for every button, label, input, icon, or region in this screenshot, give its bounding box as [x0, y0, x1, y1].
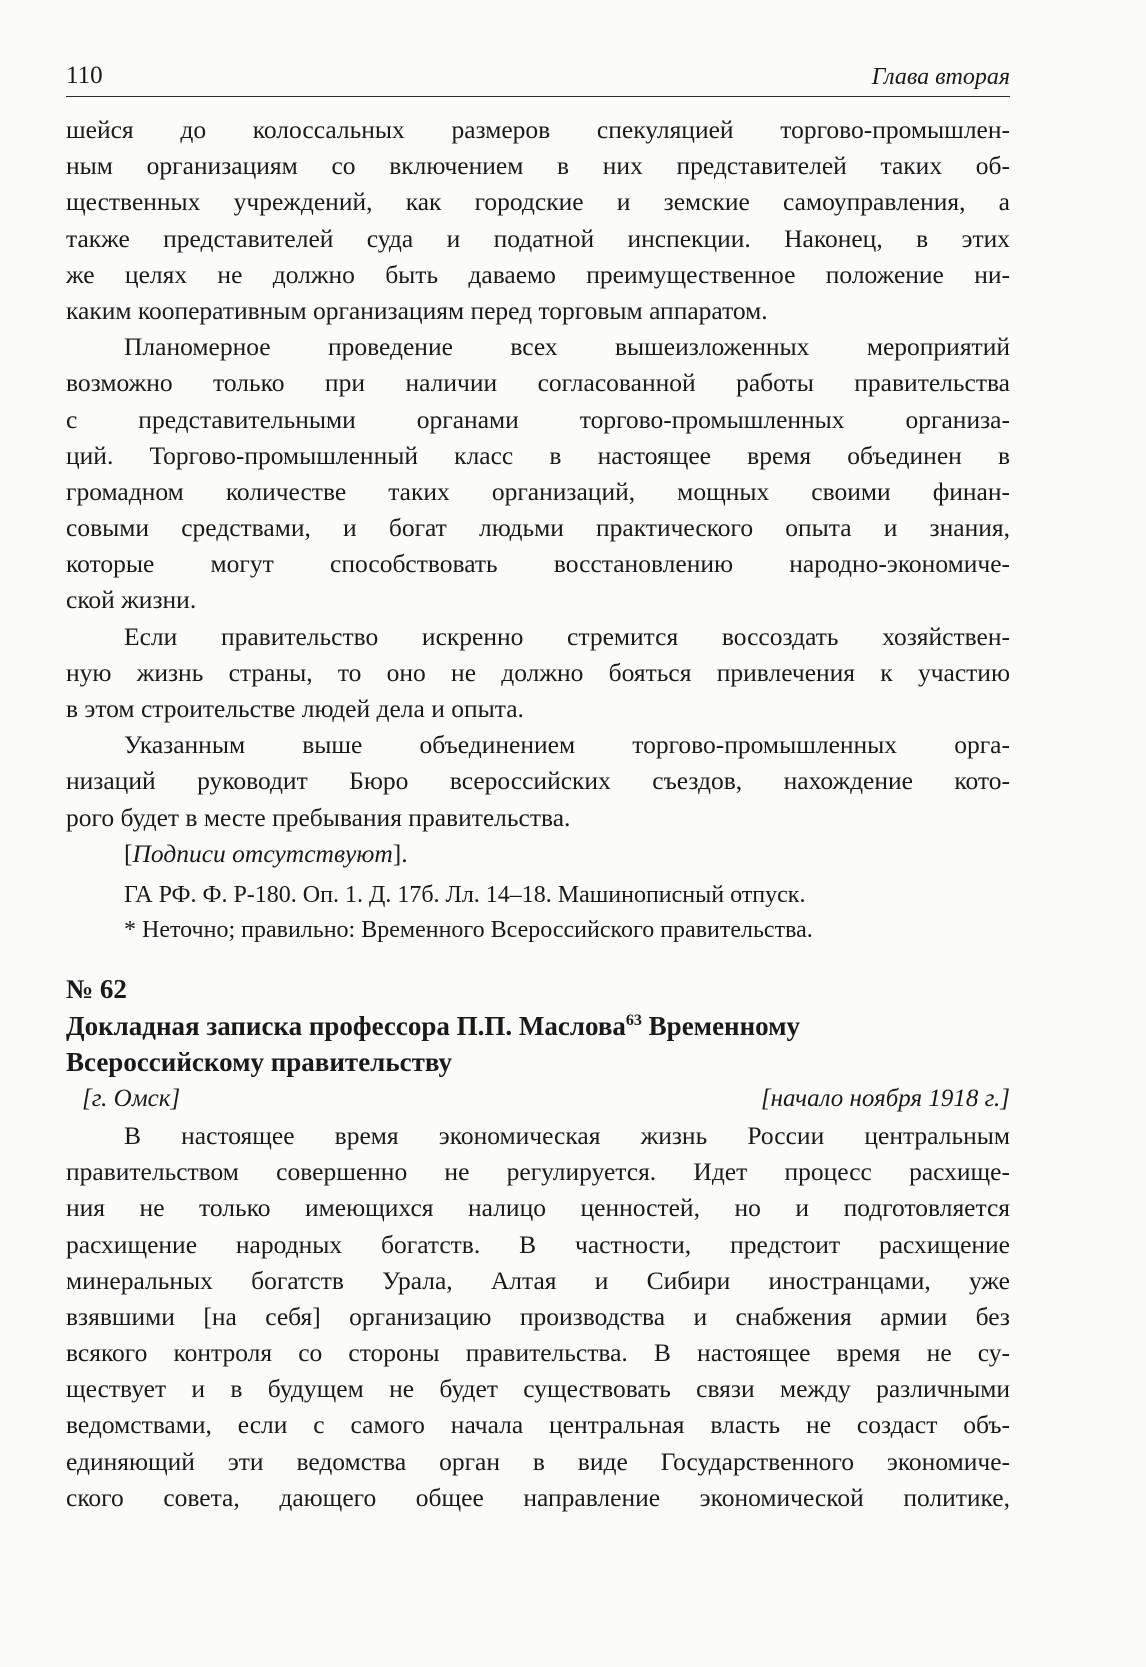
text-line: В настоящее время экономическая жизнь России центральным — [124, 1120, 1010, 1150]
running-head: Глава вторая — [871, 64, 1010, 90]
text-line: расхищение народных богатств. В частности, предстоит расхищение — [66, 1229, 1010, 1259]
signature-note — [66, 836, 1010, 872]
text-line: также представителей суда и податной инспекции. Наконец, в этих — [66, 223, 1010, 253]
text-line: правительством совершенно не регулируется. Идет процесс расхище- — [66, 1157, 1010, 1187]
text-line: Планомерное проведение всех вышеизложенных мероприятий — [124, 332, 1010, 362]
text-line: же целях не должно быть даваемо преимущественное положение ни- — [66, 259, 1010, 289]
text-line: ведомствами, если с самого начала центральная власть не создаст объ- — [66, 1410, 1010, 1440]
text-line: ского совета, дающего общее направление экономической политике, — [66, 1482, 1010, 1512]
text-line: ным организациям со включением в них представителей таких об- — [66, 151, 1010, 181]
text-line: ществует и в будущем не будет существовать связи между различными — [66, 1374, 1010, 1404]
signature-bracket-close: ]. — [392, 838, 408, 868]
text-line: единяющий эти ведомства орган в виде Государственного экономиче- — [66, 1446, 1010, 1476]
text-line: минеральных богатств Урала, Алтая и Сибири иностранцами, уже — [66, 1265, 1010, 1295]
text-line: ния не только имеющихся налицо ценностей, но и подготовляется — [66, 1193, 1010, 1223]
document-number: № 62 — [66, 973, 127, 1004]
page-header — [66, 52, 1010, 97]
text-line: каким кооперативным организациям перед торговым аппаратом. — [66, 295, 768, 325]
text-line: совыми средствами, и богат людьми практического опыта и знания, — [66, 513, 1010, 543]
text-line: Если правительство искренно стремится воссоздать хозяйствен- — [124, 621, 1010, 651]
text-line: возможно только при наличии согласованной работы правительства — [66, 368, 1010, 398]
paragraph-1 — [66, 112, 1010, 329]
document-title-line-2: Всероссийскому правительству — [66, 1046, 453, 1077]
text-line: ской жизни. — [66, 585, 197, 615]
text-line: ций. Торгово-промышленный класс в настоящее время объединен в — [66, 440, 1010, 470]
archive-source: ГА РФ. Ф. Р-180. Оп. 1. Д. 17б. Лл. 14–18. Машинописный отпуск. — [124, 881, 806, 908]
text-line: всякого контроля со стороны правительства. В настоящее время не су- — [66, 1338, 1010, 1368]
signature-text: Подписи отсутствуют — [132, 838, 393, 868]
document-date: [начало ноября 1918 г.] — [760, 1084, 1010, 1112]
footnote: * Неточно; правильно: Временного Всероссийского правительства. — [124, 916, 813, 943]
document-title-line-1 — [66, 1008, 1010, 1044]
paragraph-2 — [66, 329, 1010, 619]
signature-bracket-open: [ — [124, 838, 133, 868]
paragraph-3 — [66, 619, 1010, 728]
page-content — [66, 112, 1010, 1516]
paragraph-4 — [66, 727, 1010, 836]
text-line: взявшими [на себя] организацию производства и снабжения армии без — [66, 1301, 1010, 1331]
title-text-end: Временному — [641, 1010, 801, 1041]
text-line: в этом строительстве людей дела и опыта. — [66, 694, 524, 723]
text-line: шейся до колоссальных размеров спекуляцией торгово-промышлен- — [66, 115, 1010, 144]
text-line: Указанным выше объединением торгово-промышленных орга- — [124, 730, 1010, 760]
text-line: громадном количестве таких организаций, мощных своими финан- — [66, 476, 1010, 506]
footnote-reference: 63 — [625, 1011, 642, 1029]
text-line: щественных учреждений, как городские и земские самоуправления, а — [66, 187, 1010, 217]
text-line: рого будет в месте пребывания правительства. — [66, 802, 571, 832]
document-place: [г. Омск] — [82, 1084, 181, 1112]
text-line: которые могут способствовать восстановлению народно-экономиче- — [66, 549, 1010, 579]
title-text: Докладная записка профессора П.П. Маслова — [66, 1010, 626, 1041]
place-date-row — [66, 1080, 1010, 1118]
text-line: низаций руководит Бюро всероссийских съездов, нахождение кото- — [66, 766, 1010, 796]
text-line: с представительными органами торгово-промышленных организа- — [66, 404, 1010, 434]
page-number: 110 — [66, 62, 103, 89]
text-line: ную жизнь страны, то оно не должно бояться привлечения к участию — [66, 657, 1010, 687]
document-body — [66, 1118, 1010, 1516]
